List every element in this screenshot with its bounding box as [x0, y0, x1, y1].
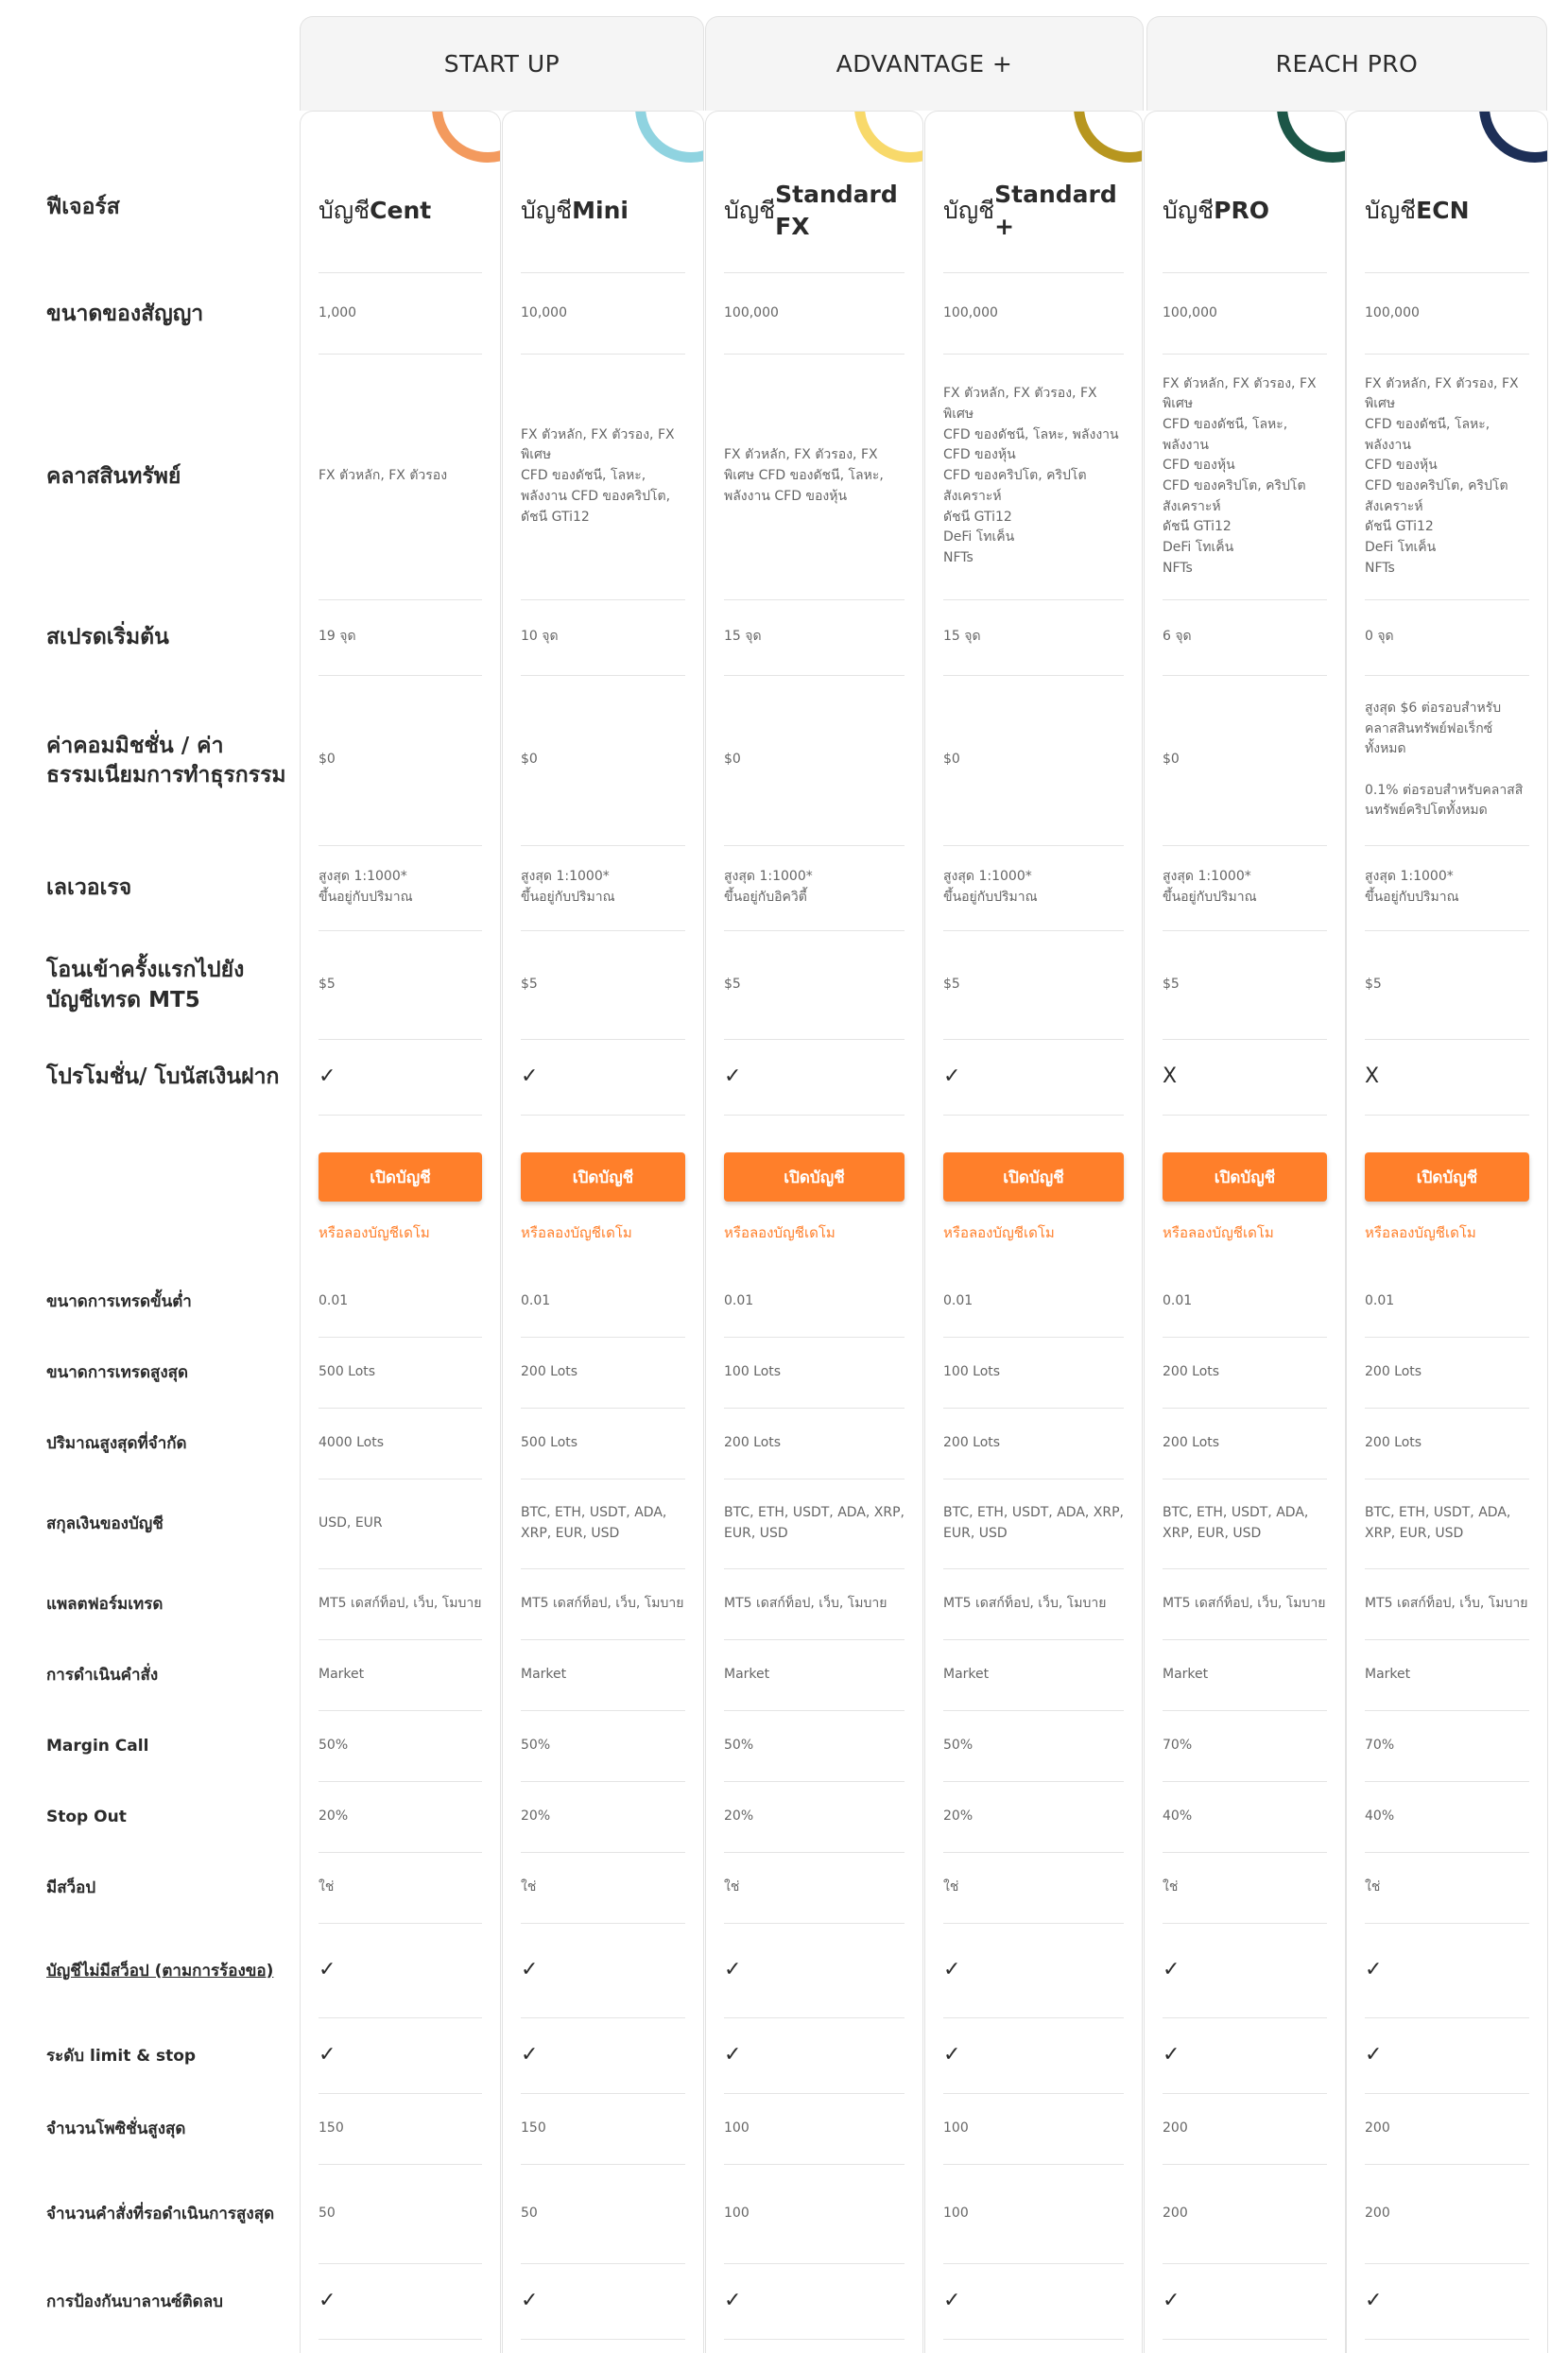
open-account-button-pro[interactable]: เปิดบัญชี	[1163, 1152, 1327, 1202]
check-icon: ✓	[319, 1957, 336, 1981]
row-divider	[724, 1115, 905, 1116]
feature-label-8	[46, 1338, 287, 1409]
check-icon: ✓	[319, 2042, 336, 2067]
table-cell: $5	[943, 976, 960, 992]
feature-label-18	[46, 2094, 287, 2165]
table-cell: 40%	[1163, 1808, 1193, 1824]
try-demo-link-cent[interactable]: หรือลองบัญชีเดโม	[319, 1224, 430, 1241]
table-cell: 0.01	[319, 1292, 349, 1308]
accent-arc-icon	[854, 111, 923, 163]
feature-label-20	[46, 2264, 287, 2340]
table-cell: สูงสุด 1:1000* ขึ้นอยู่กับปริมาณ	[1365, 869, 1459, 905]
table-cell: Market	[521, 1666, 567, 1682]
table-cell: $0	[521, 752, 538, 768]
table-cell: FX ตัวหลัก, FX ตัวรอง, FX พิเศษ CFD ของดัชนี, โลหะ, พลังงาน CFD ของหุ้น CFD ของคริปโต, คริปโต สังเคราะห์ ดัชนี GTi12 DeFi โทเค็น NFTs	[943, 386, 1119, 565]
accent-arc-icon	[432, 111, 501, 163]
feature-label-text: การป้องกันบาลานซ์ติดลบ	[46, 2292, 223, 2311]
table-cell: 200	[1163, 2205, 1188, 2221]
table-cell: 10 จุด	[521, 629, 559, 645]
table-cell: MT5 เดสก์ท็อป, เว็บ, โมบาย	[521, 1595, 684, 1611]
table-cell: 0.01	[724, 1292, 754, 1308]
table-cell: 20%	[943, 1808, 974, 1824]
table-cell: ใช่	[943, 1878, 959, 1895]
open-account-button-mini[interactable]: เปิดบัญชี	[521, 1152, 685, 1202]
feature-label-9	[46, 1409, 287, 1479]
table-cell: 100	[724, 2205, 750, 2221]
check-icon: ✓	[724, 1064, 742, 1088]
check-icon: ✓	[1365, 2288, 1383, 2312]
table-cell: 0.01	[521, 1292, 551, 1308]
try-demo-link-standard[interactable]: หรือลองบัญชีเดโม	[943, 1224, 1055, 1241]
table-cell: $0	[319, 752, 336, 768]
row-divider	[943, 1115, 1124, 1116]
try-demo-link-pro[interactable]: หรือลองบัญชีเดโม	[1163, 1224, 1274, 1241]
table-cell: สูงสุด $6 ต่อรอบสำหรับคลาสสินทรัพย์ฟอเร็กซ์ทั้งหมด 0.1% ต่อรอบสำหรับคลาสสินทรัพย์คริปโตทั้งหมด	[1365, 700, 1524, 819]
account-title-cent	[319, 170, 482, 251]
table-cell: 15 จุด	[724, 629, 762, 645]
table-cell: 50%	[319, 1737, 349, 1753]
row-divider	[1365, 1115, 1529, 1116]
account-title-prefix: บัญชี	[1163, 196, 1215, 224]
table-cell: 200 Lots	[1163, 1363, 1220, 1379]
features-heading: ฟีเจอร์ส	[46, 195, 120, 220]
account-title-name: ECN	[1416, 196, 1470, 224]
table-cell: 50%	[521, 1737, 551, 1753]
table-cell: BTC, ETH, USDT, ADA, XRP, EUR, USD	[1163, 1504, 1309, 1541]
table-cell: 50%	[724, 1737, 754, 1753]
table-cell: MT5 เดสก์ท็อป, เว็บ, โมบาย	[319, 1595, 482, 1611]
table-cell: 20%	[319, 1808, 349, 1824]
table-cell: 200 Lots	[724, 1434, 782, 1450]
feature-label-text: ขนาดการเทรดขั้นต่ำ	[46, 1292, 192, 1312]
row-divider	[1163, 1115, 1327, 1116]
feature-label-text: ขนาดการเทรดสูงสุด	[46, 1363, 189, 1383]
table-cell: 6 จุด	[1163, 629, 1192, 645]
table-cell: BTC, ETH, USDT, ADA, XRP, EUR, USD	[943, 1504, 1125, 1541]
cross-icon: X	[1365, 1064, 1380, 1088]
table-cell: 100 Lots	[943, 1363, 1001, 1379]
table-cell: ใช่	[1365, 1878, 1381, 1895]
table-cell: 100,000	[943, 304, 998, 320]
account-title-name: PRO	[1214, 196, 1269, 224]
open-account-button-ecn[interactable]: เปิดบัญชี	[1365, 1152, 1529, 1202]
table-cell: 50%	[943, 1737, 974, 1753]
table-cell: 200 Lots	[521, 1363, 578, 1379]
table-cell: 200 Lots	[1163, 1434, 1220, 1450]
table-cell: $5	[1163, 976, 1180, 992]
table-cell: $0	[724, 752, 741, 768]
feature-label-text: โปรโมชั่น/ โบนัสเงินฝาก	[46, 1064, 280, 1090]
table-cell: 200 Lots	[943, 1434, 1001, 1450]
check-icon: ✓	[1163, 2288, 1180, 2312]
account-title-name: Cent	[370, 196, 432, 224]
open-account-button-cent[interactable]: เปิดบัญชี	[319, 1152, 482, 1202]
feature-label-text: ขนาดของสัญญา	[46, 301, 204, 326]
check-icon: ✓	[1163, 1957, 1180, 1981]
group-header-advantage: ADVANTAGE +	[705, 16, 1144, 111]
table-cell: $0	[1163, 752, 1180, 768]
table-cell: 0.01	[1163, 1292, 1193, 1308]
row-divider	[521, 1115, 685, 1116]
account-title-standard	[943, 170, 1124, 251]
row-divider	[1365, 272, 1529, 273]
table-cell: $5	[521, 976, 538, 992]
table-cell: Market	[319, 1666, 365, 1682]
table-cell: ใช่	[1163, 1878, 1179, 1895]
try-demo-link-standard-fx[interactable]: หรือลองบัญชีเดโม	[724, 1224, 836, 1241]
account-title-name: Standard FX	[775, 180, 898, 240]
open-account-button-standard-fx[interactable]: เปิดบัญชี	[724, 1152, 905, 1202]
check-icon: ✓	[521, 1064, 539, 1088]
table-cell: Market	[1163, 1666, 1209, 1682]
feature-label-text: แพลตฟอร์มเทรด	[46, 1595, 164, 1615]
table-cell: FX ตัวหลัก, FX ตัวรอง, FX พิเศษ CFD ของดัชนี, โลหะ, พลังงาน CFD ของหุ้น CFD ของคริปโต, คริปโต สังเคราะห์ ดัชนี GTi12 DeFi โทเค็น NFTs	[1365, 375, 1519, 576]
feature-label-16	[46, 1924, 287, 2018]
table-cell: 500 Lots	[521, 1434, 578, 1450]
feature-label-11	[46, 1569, 287, 1640]
table-cell: 50	[521, 2205, 538, 2221]
account-title-pro	[1163, 170, 1327, 251]
table-cell: FX ตัวหลัก, FX ตัวรอง	[319, 468, 448, 484]
table-cell: 1,000	[319, 304, 357, 320]
table-cell: 150	[521, 2119, 546, 2136]
check-icon: ✓	[319, 2288, 336, 2312]
try-demo-link-ecn[interactable]: หรือลองบัญชีเดโม	[1365, 1224, 1476, 1241]
row-divider	[1163, 2339, 1327, 2340]
check-icon: ✓	[943, 2042, 961, 2067]
row-divider	[319, 1115, 482, 1116]
table-cell: 100,000	[1163, 304, 1217, 320]
open-account-button-standard[interactable]: เปิดบัญชี	[943, 1152, 1124, 1202]
table-cell: ใช่	[521, 1878, 537, 1895]
check-icon: ✓	[724, 2288, 742, 2312]
feature-label-text: การดำเนินคำสั่ง	[46, 1666, 159, 1686]
table-cell: 20%	[724, 1808, 754, 1824]
table-cell: 0.01	[943, 1292, 974, 1308]
table-cell: BTC, ETH, USDT, ADA, XRP, EUR, USD	[724, 1504, 905, 1541]
feature-label-6	[46, 1040, 287, 1116]
table-cell: 0.01	[1365, 1292, 1395, 1308]
table-cell: 100	[724, 2119, 750, 2136]
accent-arc-icon	[1479, 111, 1548, 163]
table-cell: ใช่	[724, 1878, 740, 1895]
row-divider	[943, 2339, 1124, 2340]
accent-arc-icon	[635, 111, 704, 163]
table-cell: 19 จุด	[319, 629, 356, 645]
check-icon: ✓	[724, 1957, 742, 1981]
table-cell: FX ตัวหลัก, FX ตัวรอง, FX พิเศษ CFD ของดัชนี, โลหะ, พลังงาน CFD ของหุ้น	[724, 447, 884, 504]
accent-arc-icon	[1074, 111, 1143, 163]
feature-label-5	[46, 931, 287, 1040]
table-cell: 100 Lots	[724, 1363, 782, 1379]
table-cell: 100,000	[724, 304, 779, 320]
check-icon: ✓	[521, 2042, 539, 2067]
table-cell: MT5 เดสก์ท็อป, เว็บ, โมบาย	[1365, 1595, 1528, 1611]
table-cell: 100,000	[1365, 304, 1420, 320]
table-cell: 200	[1365, 2205, 1390, 2221]
feature-label-1	[46, 355, 287, 600]
feature-label-text: Margin Call	[46, 1737, 149, 1756]
group-header-reach-pro: REACH PRO	[1146, 16, 1547, 111]
feature-label-14	[46, 1782, 287, 1853]
table-cell: MT5 เดสก์ท็อป, เว็บ, โมบาย	[724, 1595, 887, 1611]
table-cell: 10,000	[521, 304, 567, 320]
account-title-prefix: บัญชี	[521, 196, 573, 224]
table-cell: USD, EUR	[319, 1514, 383, 1531]
group-header-start-up: START UP	[300, 16, 704, 111]
table-cell: สูงสุด 1:1000* ขึ้นอยู่กับปริมาณ	[521, 869, 615, 905]
feature-label-text: จำนวนโพซิชั่นสูงสุด	[46, 2119, 186, 2139]
account-title-mini	[521, 170, 685, 251]
account-title-standard-fx	[724, 170, 905, 251]
table-cell: สูงสุด 1:1000* ขึ้นอยู่กับปริมาณ	[319, 869, 413, 905]
feature-label-text: สเปรดเริ่มต้น	[46, 625, 169, 650]
account-title-prefix: บัญชี	[724, 196, 776, 224]
try-demo-link-mini[interactable]: หรือลองบัญชีเดโม	[521, 1224, 632, 1241]
cross-icon: X	[1163, 1064, 1178, 1088]
check-icon: ✓	[521, 1957, 539, 1981]
feature-label-text: ค่าคอมมิชชั่น / ค่าธรรมเนียมการทำธุรกรรม	[46, 733, 286, 787]
check-icon: ✓	[521, 2288, 539, 2312]
check-icon: ✓	[943, 2288, 961, 2312]
table-cell: สูงสุด 1:1000* ขึ้นอยู่กับปริมาณ	[1163, 869, 1257, 905]
feature-label-7	[46, 1267, 287, 1338]
check-icon: ✓	[943, 1064, 961, 1088]
row-divider	[521, 272, 685, 273]
feature-label-4	[46, 846, 287, 931]
table-cell: 15 จุด	[943, 629, 981, 645]
table-cell: 200	[1365, 2119, 1390, 2136]
account-title-name: Mini	[572, 196, 629, 224]
account-title-ecn	[1365, 170, 1529, 251]
table-cell: 20%	[521, 1808, 551, 1824]
row-divider	[319, 272, 482, 273]
account-title-name: Standard +	[994, 180, 1117, 240]
table-cell: $0	[943, 752, 960, 768]
check-icon: ✓	[319, 1064, 336, 1088]
feature-label-17	[46, 2018, 287, 2094]
feature-label-13	[46, 1711, 287, 1782]
table-cell: Market	[943, 1666, 990, 1682]
check-icon: ✓	[943, 1957, 961, 1981]
check-icon: ✓	[1163, 2042, 1180, 2067]
table-cell: 0 จุด	[1365, 629, 1394, 645]
accent-arc-icon	[1277, 111, 1346, 163]
table-cell: สูงสุด 1:1000* ขึ้นอยู่กับอิควิตี้	[724, 869, 813, 905]
row-divider	[1365, 2339, 1529, 2340]
table-cell: 4000 Lots	[319, 1434, 384, 1450]
check-icon: ✓	[724, 2042, 742, 2067]
table-cell: $5	[319, 976, 336, 992]
row-divider	[724, 272, 905, 273]
table-cell: 200 Lots	[1365, 1363, 1422, 1379]
feature-label-text: Stop Out	[46, 1808, 127, 1827]
row-divider	[724, 2339, 905, 2340]
feature-label-19	[46, 2165, 287, 2264]
table-cell: 70%	[1365, 1737, 1395, 1753]
feature-label-3	[46, 676, 287, 846]
feature-label-text: ระดับ limit & stop	[46, 2046, 197, 2066]
check-icon: ✓	[1365, 1957, 1383, 1981]
feature-label-text: สกุลเงินของบัญชี	[46, 1514, 164, 1534]
table-cell: 100	[943, 2119, 969, 2136]
feature-label-text: ปริมาณสูงสุดที่จำกัด	[46, 1434, 187, 1454]
feature-label-2	[46, 600, 287, 676]
table-cell: FX ตัวหลัก, FX ตัวรอง, FX พิเศษ CFD ของดัชนี, โลหะ, พลังงาน CFD ของคริปโต, ดัชนี GTi12	[521, 426, 675, 525]
feature-label-text: คลาสสินทรัพย์	[46, 464, 181, 490]
table-cell: Market	[1365, 1666, 1411, 1682]
table-cell: 500 Lots	[319, 1363, 376, 1379]
table-cell: BTC, ETH, USDT, ADA, XRP, EUR, USD	[1365, 1504, 1511, 1541]
table-cell: 200	[1163, 2119, 1188, 2136]
feature-label-10	[46, 1479, 287, 1569]
account-title-prefix: บัญชี	[319, 196, 370, 224]
table-cell: ใช่	[319, 1878, 335, 1895]
table-cell: Market	[724, 1666, 770, 1682]
feature-label-text: โอนเข้าครั้งแรกไปยังบัญชีเทรด MT5	[46, 958, 245, 1012]
table-cell: FX ตัวหลัก, FX ตัวรอง, FX พิเศษ CFD ของดัชนี, โลหะ, พลังงาน CFD ของหุ้น CFD ของคริปโต, คริปโต สังเคราะห์ ดัชนี GTi12 DeFi โทเค็น NFTs	[1163, 375, 1317, 576]
row-divider	[1163, 272, 1327, 273]
feature-label-text: จำนวนคำสั่งที่รอดำเนินการสูงสุด	[46, 2205, 275, 2224]
check-icon: ✓	[1365, 2042, 1383, 2067]
feature-label-0	[46, 274, 287, 355]
table-cell: 40%	[1365, 1808, 1395, 1824]
feature-label-12	[46, 1640, 287, 1711]
table-cell: MT5 เดสก์ท็อป, เว็บ, โมบาย	[1163, 1595, 1326, 1611]
row-divider	[943, 272, 1124, 273]
feature-label-15	[46, 1853, 287, 1924]
account-title-prefix: บัญชี	[1365, 196, 1417, 224]
table-cell: $5	[1365, 976, 1382, 992]
table-cell: 50	[319, 2205, 336, 2221]
table-cell: 200 Lots	[1365, 1434, 1422, 1450]
table-cell: 100	[943, 2205, 969, 2221]
feature-label-text: เลเวอเรจ	[46, 875, 132, 901]
row-divider	[319, 2339, 482, 2340]
account-title-prefix: บัญชี	[943, 196, 995, 224]
table-cell: สูงสุด 1:1000* ขึ้นอยู่กับปริมาณ	[943, 869, 1038, 905]
row-divider	[521, 2339, 685, 2340]
table-cell: 70%	[1163, 1737, 1193, 1753]
feature-label-text: มีสว็อป	[46, 1878, 96, 1898]
feature-label-text: บัญชีไม่มีสว็อป (ตามการร้องขอ)	[46, 1961, 274, 1981]
table-cell: MT5 เดสก์ท็อป, เว็บ, โมบาย	[943, 1595, 1107, 1611]
table-cell: BTC, ETH, USDT, ADA, XRP, EUR, USD	[521, 1504, 667, 1541]
table-cell: 150	[319, 2119, 344, 2136]
table-cell: $5	[724, 976, 741, 992]
